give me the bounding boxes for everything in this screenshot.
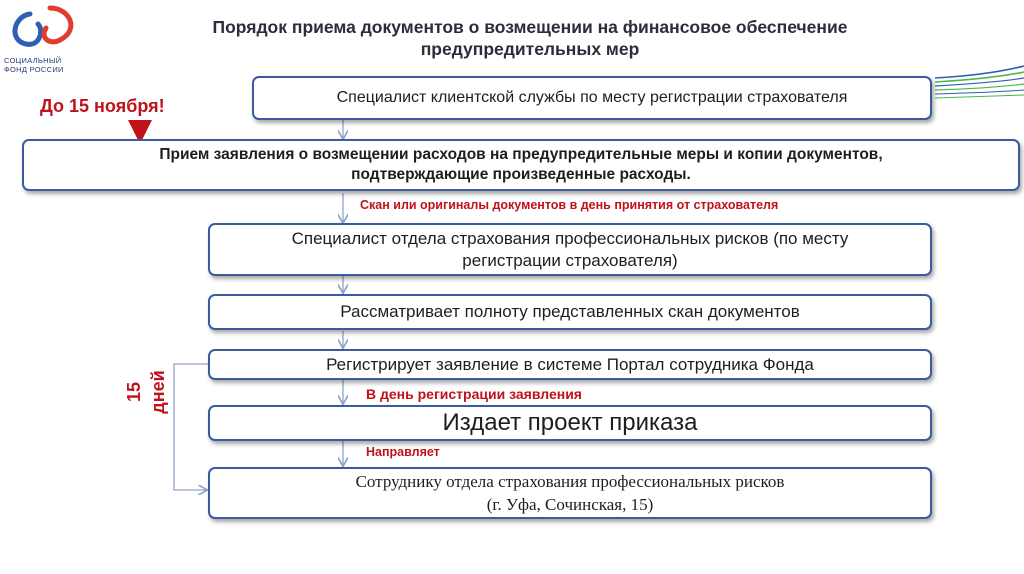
step-7-line-1: Сотруднику отдела страхования профессиональных рисков [355,472,785,491]
step-7-line-2: (г. Уфа, Сочинская, 15) [486,495,654,514]
sfr-logo-icon [15,8,71,44]
step-6-line-1: Издает проект приказа [442,409,698,436]
note-registration-day: В день регистрации заявления [366,386,582,402]
step-3-line-1: Специалист отдела страхования профессиональных рисков (по месту [291,228,849,248]
note-scan-documents: Скан или оригиналы документов в день принятия от страхователя [360,198,779,212]
step-client-service-specialist [252,76,932,120]
step-5-line-1: Регистрирует заявление в системе Портал сотрудника Фонда [326,354,814,374]
logo-caption [4,56,92,74]
page-title-line-1: Порядок приема документов о возмещении на финансовое обеспечение [212,17,848,37]
logo-caption-line-1: СОЦИАЛЬНЫЙ [4,56,62,65]
step-application-intake [22,139,1020,191]
note-sends: Направляет [366,445,440,459]
step-2-line-1: Прием заявления о возмещении расходов на предупредительные меры и копии документов, [159,146,883,163]
decorative-stripes [935,66,1024,98]
step-2-line-2: подтверждающие произведенные расходы. [351,166,691,183]
step-review-completeness [208,294,932,330]
logo-caption-line-2: ФОНД РОССИИ [4,65,64,74]
deadline-label: До 15 ноября! [40,96,165,116]
step-register-application [208,349,932,380]
duration-label: 15 дней [124,370,168,414]
duration-bracket [174,364,208,490]
page-title-line-2: предупредительных мер [420,39,640,59]
step-4-line-1: Рассматривает полноту представленных скан документов [340,302,800,321]
step-1-line-1: Специалист клиентской службы по месту регистрации страхователя [336,89,848,106]
step-risk-insurance-specialist [208,223,932,276]
page-title [120,16,940,60]
step-draft-order [208,405,932,441]
step-send-to-risk-department [208,467,932,519]
step-3-line-2: регистрации страхователя) [462,250,678,270]
